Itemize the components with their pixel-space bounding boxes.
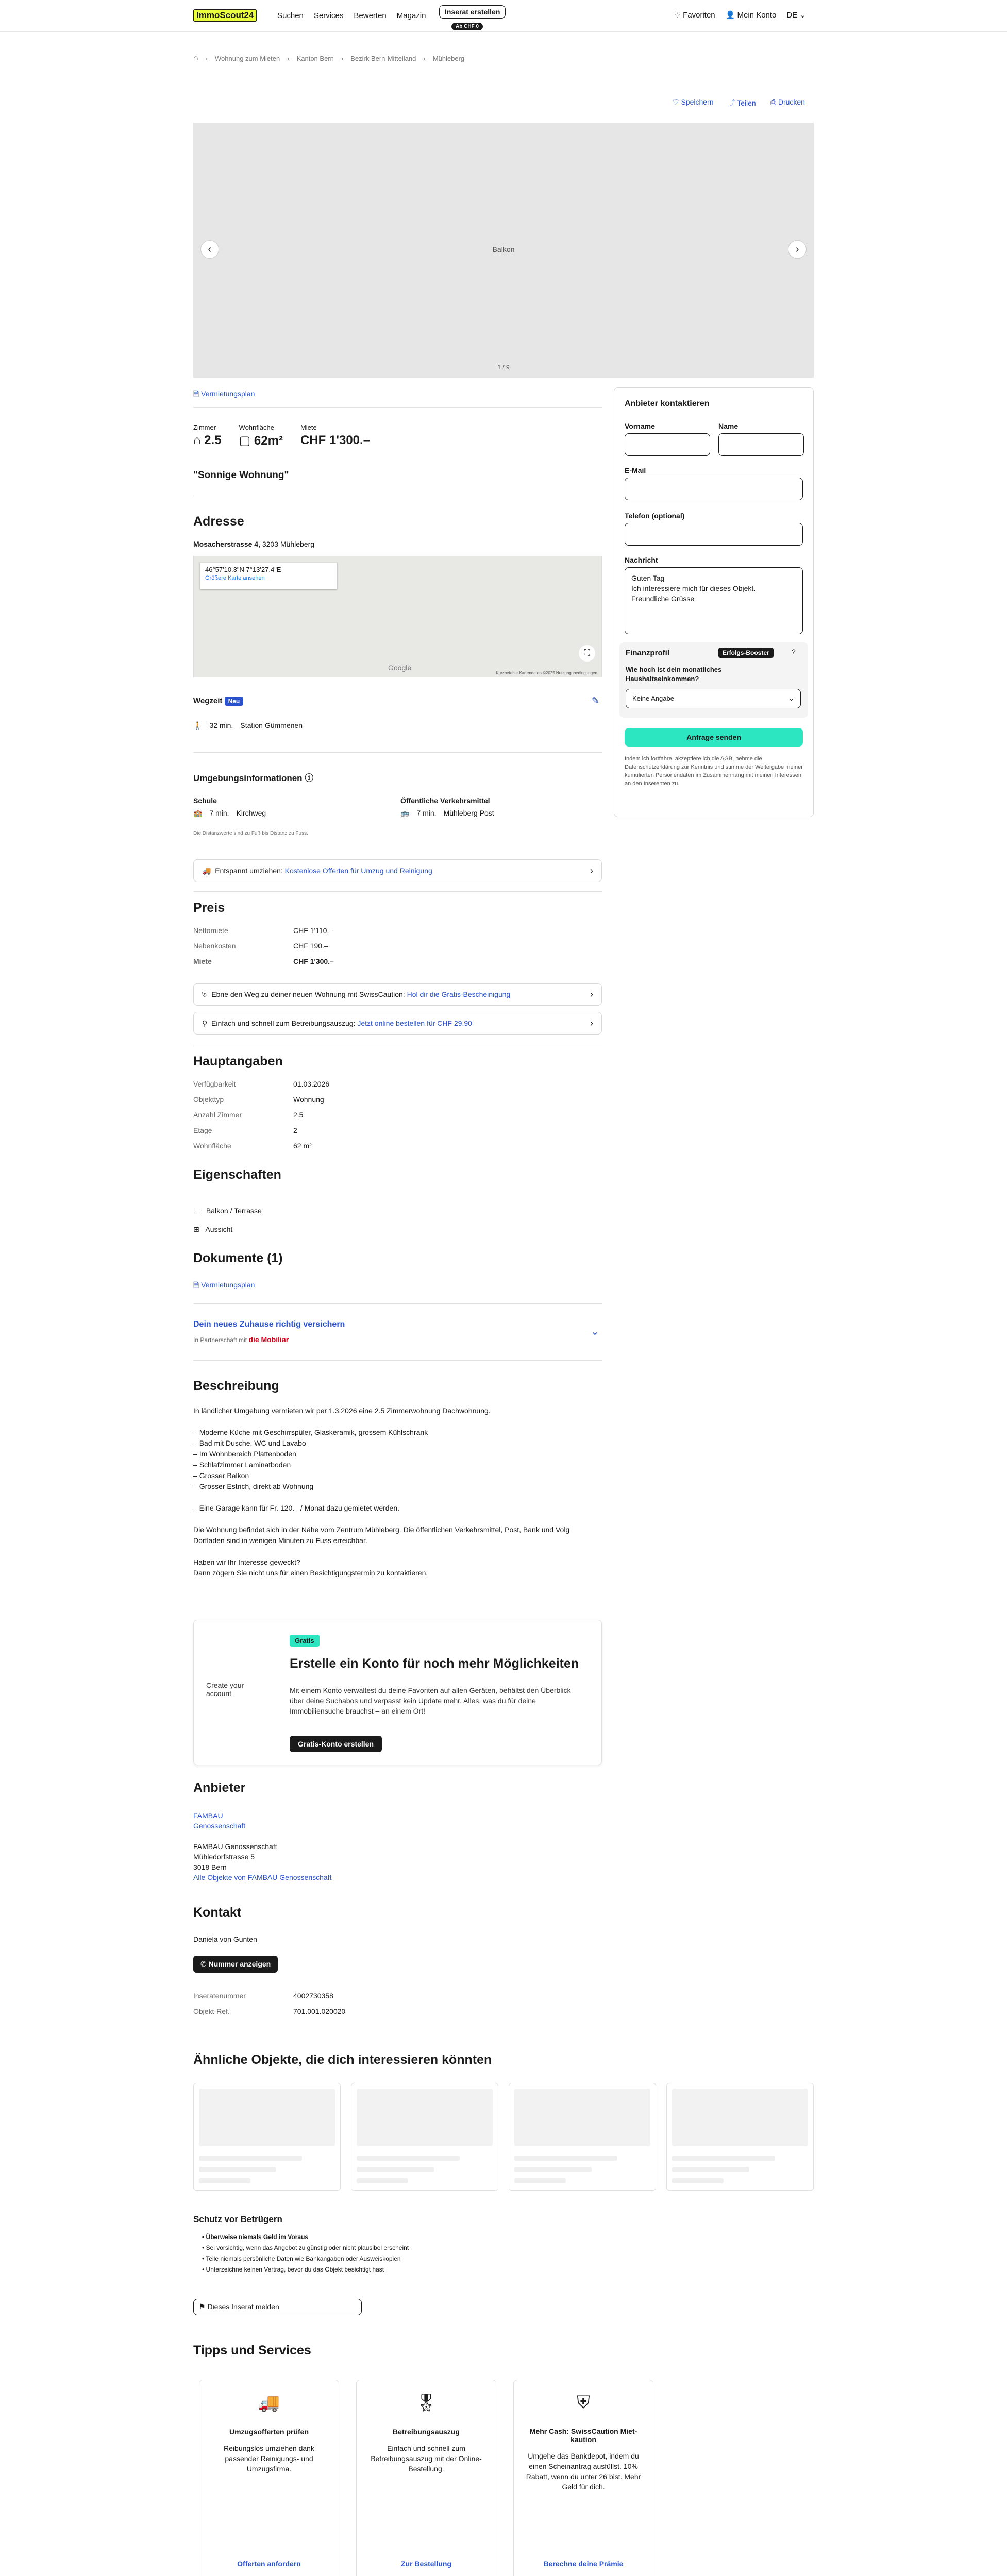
income-select[interactable] xyxy=(626,689,801,708)
house-icon: ⌂ xyxy=(193,433,201,447)
feature-item: Aussicht xyxy=(205,1225,233,1233)
school-icon: 🏫 xyxy=(193,809,203,817)
contact-form-heading: Anbieter kontaktieren xyxy=(625,399,710,408)
divider xyxy=(193,752,602,753)
map[interactable] xyxy=(193,556,602,677)
printer-icon: ⎙ xyxy=(770,98,776,106)
chevron-right-icon: › xyxy=(205,54,208,62)
insurance-partner xyxy=(193,1335,602,1344)
map-google-logo: Google xyxy=(388,664,412,672)
commute-row xyxy=(193,721,602,730)
listing-title: "Sonnige Wohnung" xyxy=(193,470,289,481)
commute-header xyxy=(193,697,602,705)
transit-label: Öffentliche Verkehrsmittel xyxy=(400,796,490,805)
contact-value: 701.001.020020 xyxy=(293,2007,346,2015)
breadcrumb-item[interactable]: Kanton Bern xyxy=(296,54,334,62)
email-label: E-Mail xyxy=(625,466,646,474)
walk-icon: 🚶 xyxy=(193,721,203,730)
location-pin-icon: ⚲ xyxy=(202,1019,208,1027)
transit-time: 7 min. xyxy=(416,809,437,817)
main-info-table xyxy=(193,1080,602,1157)
price-value: CHF 1'300.– xyxy=(293,957,334,965)
main-nav xyxy=(277,11,426,20)
view-icon: ⊞ xyxy=(193,1225,199,1233)
caution-text: Ebne den Weg zu deiner neuen Wohnung mit SwissCaution: xyxy=(211,990,405,998)
info-value: 01.03.2026 xyxy=(293,1080,330,1088)
tip-title: Umzugsofferten prüfen xyxy=(229,2428,309,2436)
school-time: 7 min. xyxy=(209,809,229,817)
chevron-down-icon: ⌄ xyxy=(788,694,794,702)
document-icon: 🗎 xyxy=(193,389,199,398)
map-info-box xyxy=(200,563,337,589)
info-value: Wohnung xyxy=(293,1095,324,1104)
tip-card-debt xyxy=(356,2380,496,2576)
rooms-label: Zimmer xyxy=(193,423,216,431)
phone-icon: ✆ xyxy=(200,1960,207,1968)
provider-all-listings-link[interactable]: Alle Objekte von FAMBAU Genossenschaft xyxy=(193,1873,332,1882)
shield-icon: ⛨ xyxy=(577,2393,590,2412)
heart-icon: ♡ xyxy=(673,98,679,106)
similar-heading: Ähnliche Objekte, die dich interessieren könnten xyxy=(193,2053,492,2067)
nav-magazin[interactable]: Magazin xyxy=(396,11,426,20)
info-value: 2.5 xyxy=(293,1111,304,1119)
moving-text: Entspannt umziehen: xyxy=(215,867,283,875)
area-label: Wohnfläche xyxy=(239,423,274,431)
address-city: 3203 Mühleberg xyxy=(262,540,315,548)
feature-item: Balkon / Terrasse xyxy=(206,1207,262,1215)
tip-text: Einfach und schnell zum Betreibungsauszug mit der Online-Bestellung. xyxy=(371,2444,482,2473)
surroundings-title: Umgebungsinformationen xyxy=(193,773,303,783)
info-icon[interactable]: ⓘ xyxy=(305,773,314,783)
breadcrumb-item[interactable]: Mühleberg xyxy=(432,54,465,62)
message-textarea[interactable]: Guten Tag Ich interessiere mich für dieses Objekt. Freundliche Grüsse xyxy=(625,567,803,634)
provider-heading: Anbieter xyxy=(193,1781,246,1795)
floorplan-link[interactable] xyxy=(193,388,602,401)
report-listing-button[interactable] xyxy=(193,2299,362,2315)
rent-label: Miete xyxy=(300,423,317,431)
debt-link[interactable]: Jetzt online bestellen für CHF 29.90 xyxy=(357,1019,472,1027)
shield-icon: ⛨ xyxy=(202,990,208,998)
debt-text: Einfach und schnell zum Betreibungsauszug: xyxy=(211,1019,356,1027)
fraud-tip: Teile niemals persönliche Daten wie Bankangaben oder Ausweiskopien xyxy=(206,2255,401,2262)
account-label: Mein Konto xyxy=(737,11,777,20)
fraud-tip: Sei vorsichtig, wenn das Angebot zu günstig oder nicht plausibel erscheint xyxy=(206,2244,409,2251)
gratis-badge: Gratis xyxy=(290,1635,320,1647)
similar-card-placeholder[interactable] xyxy=(666,2083,814,2191)
provider-address: Mühledorfstrasse 5 xyxy=(193,1853,255,1861)
description-body xyxy=(193,1405,602,1579)
provider-name[interactable]: FAMBAU xyxy=(193,1811,223,1820)
image-gallery[interactable] xyxy=(193,123,814,378)
swisscaution-bar[interactable] xyxy=(193,983,602,1006)
key-facts xyxy=(193,423,602,448)
language-select[interactable] xyxy=(786,10,806,20)
heart-icon: ♡ xyxy=(674,11,681,20)
show-number-label: Nummer anzeigen xyxy=(208,1960,271,1968)
edit-icon[interactable]: ✎ xyxy=(592,696,600,706)
info-label: Etage xyxy=(193,1126,212,1134)
listing-actions xyxy=(673,98,805,108)
message-label: Nachricht xyxy=(625,556,658,564)
contact-heading: Kontakt xyxy=(193,1905,242,1920)
similar-card-placeholder[interactable] xyxy=(351,2083,498,2191)
address-text xyxy=(193,540,602,548)
phone-label: Telefon (optional) xyxy=(625,512,685,520)
surroundings-grid xyxy=(193,796,602,818)
nav-suchen[interactable]: Suchen xyxy=(277,11,304,20)
create-account-button[interactable]: Gratis-Konto erstellen xyxy=(290,1736,382,1752)
help-icon[interactable]: ? xyxy=(792,648,796,656)
breadcrumb xyxy=(193,54,464,63)
price-value: CHF 190.– xyxy=(293,942,328,950)
save-button[interactable] xyxy=(673,98,714,108)
favorites-link[interactable] xyxy=(674,10,715,20)
commute-time: 32 min. xyxy=(209,721,233,730)
divider xyxy=(193,407,602,408)
fraud-tip: Überweise niemals Geld im Voraus xyxy=(206,2233,309,2241)
surroundings-heading xyxy=(193,771,602,784)
contact-form xyxy=(614,387,814,817)
description-location: Die Wohnung befindet sich in der Nähe vom Zentrum Mühleberg. Die öffentlichen Verkehrsmittel, Post, Bank und Volg Dorfladen sind in wenigen Minuten zu Fuss erreichbar. xyxy=(193,1526,570,1545)
account-link[interactable] xyxy=(726,10,777,20)
tip-title: Betreibungsauszug xyxy=(393,2428,460,2436)
provider-block xyxy=(193,1810,602,1883)
tip-card-caution xyxy=(513,2380,653,2576)
description-garage: – Eine Garage kann für Fr. 120.– / Monat dazu gemietet werden. xyxy=(193,1504,400,1512)
school-label: Schule xyxy=(193,796,217,805)
info-label: Verfügbarkeit xyxy=(193,1080,236,1088)
email-field[interactable] xyxy=(625,478,803,500)
breadcrumb-item[interactable]: Wohnung zum Mieten xyxy=(215,54,280,62)
features-heading: Eigenschaften xyxy=(193,1167,281,1182)
commute-station: Station Gümmenen xyxy=(240,721,303,730)
price-pill: Ab CHF 0 xyxy=(451,23,483,30)
phone-field[interactable] xyxy=(625,523,803,546)
gallery-caption: Balkon xyxy=(492,245,515,253)
tip-title: Mehr Cash: SwissCaution Miet-kaution xyxy=(529,2427,637,2444)
divider xyxy=(193,1360,602,1361)
description-cta: Haben wir Ihr Interesse geweckt? xyxy=(193,1558,300,1566)
documents-heading: Dokumente (1) xyxy=(193,1251,283,1265)
divider xyxy=(193,891,602,892)
gallery-prev-button[interactable]: ‹ xyxy=(200,240,219,259)
contact-label: Inseratenummer xyxy=(193,1992,246,2000)
rent-value: CHF 1'300.– xyxy=(300,433,371,447)
description-item: – Im Wohnbereich Plattenboden xyxy=(193,1449,602,1460)
truck-icon: 🚚 xyxy=(202,866,211,875)
insurance-partner-text: In Partnerschaft mit xyxy=(193,1336,247,1344)
fullscreen-icon[interactable]: ⛶ xyxy=(579,645,595,662)
report-label: Dieses Inserat melden xyxy=(207,2302,279,2311)
main-info-heading: Hauptangaben xyxy=(193,1054,283,1069)
tip-link[interactable]: Zur Bestellung xyxy=(400,2560,451,2568)
caution-link[interactable]: Hol dir die Gratis-Bescheinigung xyxy=(407,990,511,998)
features-list xyxy=(193,1201,602,1239)
income-question: Wie hoch ist dein monatliches Haushaltseinkommen? xyxy=(626,666,722,683)
price-value: CHF 1'110.– xyxy=(293,926,333,935)
booster-badge: Erfolgs-Booster xyxy=(718,648,774,658)
address-street: Mosacherstrasse 4, xyxy=(193,540,260,548)
contact-label: Objekt-Ref. xyxy=(193,2007,230,2015)
description-item: – Bad mit Dusche, WC und Lavabo xyxy=(193,1438,602,1449)
provider-name[interactable]: Genossenschaft xyxy=(193,1822,246,1830)
description-intro: In ländlicher Umgebung vermieten wir per 1.3.2026 eine 2.5 Zimmerwohnung Dachwohnung. xyxy=(193,1406,491,1415)
tip-link[interactable]: Berechne deine Prämie xyxy=(543,2560,624,2568)
mobiliar-logo: die Mobiliar xyxy=(248,1335,289,1344)
chevron-down-icon: ⌄ xyxy=(799,11,806,20)
tip-link[interactable]: Offerten anfordern xyxy=(237,2560,301,2568)
finance-profile xyxy=(619,642,808,718)
print-label: Drucken xyxy=(778,98,805,106)
share-label: Teilen xyxy=(737,99,756,107)
info-label: Anzahl Zimmer xyxy=(193,1111,242,1119)
moving-offer-bar[interactable] xyxy=(193,859,602,882)
map-larger-link[interactable]: Größere Karte ansehen xyxy=(205,575,265,581)
chevron-right-icon: › xyxy=(341,54,344,62)
price-label: Nebenkosten xyxy=(193,942,236,950)
chevron-right-icon: › xyxy=(423,54,426,62)
logo-text: ImmoScout24 xyxy=(193,9,257,22)
award-icon: 🎖 xyxy=(415,2393,438,2413)
info-value: 2 xyxy=(293,1126,297,1134)
school-name: Kirchweg xyxy=(236,809,266,817)
print-button[interactable] xyxy=(770,98,805,108)
similar-card-placeholder[interactable] xyxy=(509,2083,656,2191)
map-attribution: Kurzbefehle Kartendaten ©2025 Nutzungsbedingungen xyxy=(496,671,597,675)
debt-record-bar[interactable] xyxy=(193,1012,602,1035)
logo[interactable] xyxy=(193,9,257,22)
provider-address: FAMBAU Genossenschaft xyxy=(193,1842,277,1851)
top-navigation xyxy=(0,0,1007,32)
income-select-value: Keine Angabe xyxy=(632,694,674,702)
tip-card-moving xyxy=(199,2380,339,2576)
map-coords: 46°57'10.3"N 7°13'27.4"E xyxy=(205,566,281,573)
description-item: – Moderne Küche mit Geschirrspüler, Glaskeramik, grossem Kühlschrank xyxy=(193,1427,602,1438)
chevron-right-icon: › xyxy=(590,865,593,876)
tip-text: Reibungslos umziehen dank passender Reinigungs- und Umzugsfirma. xyxy=(224,2444,314,2473)
info-value: 62 m² xyxy=(293,1142,312,1150)
tip-text: Umgehe das Bankdepot, indem du einen Scheinantrag ausfüllst. 10% Rabatt, wenn du unter 26 bist. Mehr Geld für dich. xyxy=(526,2452,641,2491)
rooms-fact xyxy=(193,423,222,448)
rent-fact xyxy=(300,423,370,448)
send-request-button[interactable]: Anfrage senden xyxy=(625,728,803,747)
flag-icon: ⚑ xyxy=(199,2302,206,2311)
commute-label: Wegzeit xyxy=(193,697,223,705)
last-name-label: Name xyxy=(718,422,739,430)
truck-icon: 🚚 xyxy=(258,2393,280,2413)
similar-card-placeholder[interactable] xyxy=(193,2083,341,2191)
breadcrumb-item[interactable]: Bezirk Bern-Mittelland xyxy=(350,54,416,62)
chevron-right-icon: › xyxy=(590,989,593,999)
info-label: Objekttyp xyxy=(193,1095,224,1104)
legal-notice: Indem ich fortfahre, akzeptiere ich die AGB, nehme die Datenschutzerklärung zur Kenntnis und stimme der Weitergabe meiner kumulierten Personendaten im Zusammenhang mit meinen Interessen an den Inserenten zu. xyxy=(625,756,803,787)
provider-address: 3018 Bern xyxy=(193,1863,227,1871)
language-label: DE xyxy=(786,11,798,20)
show-number-button[interactable] xyxy=(193,1956,278,1973)
chevron-down-icon[interactable]: ⌄ xyxy=(591,1326,599,1337)
description-heading: Beschreibung xyxy=(193,1379,279,1393)
area-icon: ▢ xyxy=(239,434,251,448)
gallery-next-button[interactable]: › xyxy=(788,240,807,259)
price-table xyxy=(193,926,602,973)
price-label: Nettomiete xyxy=(193,926,228,935)
description-cta: Dann zögern Sie nicht uns für einen Besichtigungstermin zu kontaktieren. xyxy=(193,1569,428,1577)
moving-link[interactable]: Kostenlose Offerten für Umzug und Reinigung xyxy=(284,867,432,875)
promo-text: Mit einem Konto verwaltest du deine Favoriten auf allen Geräten, behältst den Überblick über deine Suchabos und verpasst kein Update mehr. Alles, was du für deine Immobiliensuche brauchst – an einem Ort! xyxy=(290,1686,571,1715)
nav-services[interactable]: Services xyxy=(313,11,344,20)
insurance-title[interactable]: Dein neues Zuhause richtig versichern xyxy=(193,1320,345,1329)
area-value: 62m² xyxy=(254,434,283,448)
favorites-label: Favoriten xyxy=(683,11,715,20)
chevron-right-icon: › xyxy=(590,1018,593,1028)
last-name-field[interactable] xyxy=(718,433,804,456)
first-name-label: Vorname xyxy=(625,422,655,430)
divider xyxy=(193,1303,602,1304)
surroundings-note: Die Distanzwerte sind zu Fuß bis Distanz zu Fuss. xyxy=(193,831,308,836)
description-item: – Grosser Balkon xyxy=(193,1470,602,1481)
promo-title: Erstelle ein Konto für noch mehr Möglichkeiten xyxy=(290,1656,579,1671)
rooms-value: 2.5 xyxy=(204,433,222,447)
floorplan-label: Vermietungsplan xyxy=(201,389,255,398)
fraud-heading: Schutz vor Betrügern xyxy=(193,2214,282,2224)
price-label: Miete xyxy=(193,957,212,965)
balcony-icon: ▦ xyxy=(193,1207,200,1215)
bus-icon: 🚌 xyxy=(400,809,410,817)
gallery-counter: 1 / 9 xyxy=(497,364,510,371)
area-fact xyxy=(239,423,283,448)
info-label: Wohnfläche xyxy=(193,1142,231,1150)
chevron-right-icon: › xyxy=(287,54,290,62)
address-heading: Adresse xyxy=(193,514,244,529)
contact-person: Daniela von Gunten xyxy=(193,1935,257,1943)
document-icon: 🗎 xyxy=(193,1281,199,1289)
promo-side-text: Create your account xyxy=(206,1681,244,1698)
document-label: Vermietungsplan xyxy=(201,1281,255,1289)
fraud-list: • Überweise niemals Geld im Voraus • Sei vorsichtig, wenn das Angebot zu günstig oder nicht plausibel erscheint • Teile niemals persönliche Daten wie Bankangaben oder Ausweiskopien • Unterzeichne keinen Vertrag, bevor du das Objekt besichtigt hast xyxy=(202,2233,409,2273)
tips-heading: Tipps und Services xyxy=(193,2343,311,2358)
user-icon: 👤 xyxy=(725,11,735,20)
finance-heading: Finanzprofil xyxy=(626,649,669,657)
first-name-field[interactable] xyxy=(625,433,710,456)
contact-value: 4002730358 xyxy=(293,1992,333,2000)
home-icon[interactable]: ⌂ xyxy=(193,54,198,62)
share-icon: ⤴ xyxy=(728,99,735,107)
share-button[interactable] xyxy=(728,98,756,108)
account-promo-card xyxy=(193,1620,602,1765)
fraud-tip: Unterzeichne keinen Vertrag, bevor du das Objekt besichtigt hast xyxy=(206,2266,384,2273)
description-item: – Schlafzimmer Laminatboden xyxy=(193,1460,602,1470)
transit-name: Mühleberg Post xyxy=(443,809,494,817)
contact-table xyxy=(193,1992,602,2023)
create-listing-button[interactable]: Inserat erstellen xyxy=(439,5,506,19)
nav-bewerten[interactable]: Bewerten xyxy=(354,11,387,20)
document-link[interactable] xyxy=(193,1280,602,1292)
save-label: Speichern xyxy=(681,98,714,106)
description-item: – Grosser Estrich, direkt ab Wohnung xyxy=(193,1481,602,1492)
description-list xyxy=(193,1427,602,1492)
price-heading: Preis xyxy=(193,901,225,915)
new-badge: Neu xyxy=(225,697,244,706)
